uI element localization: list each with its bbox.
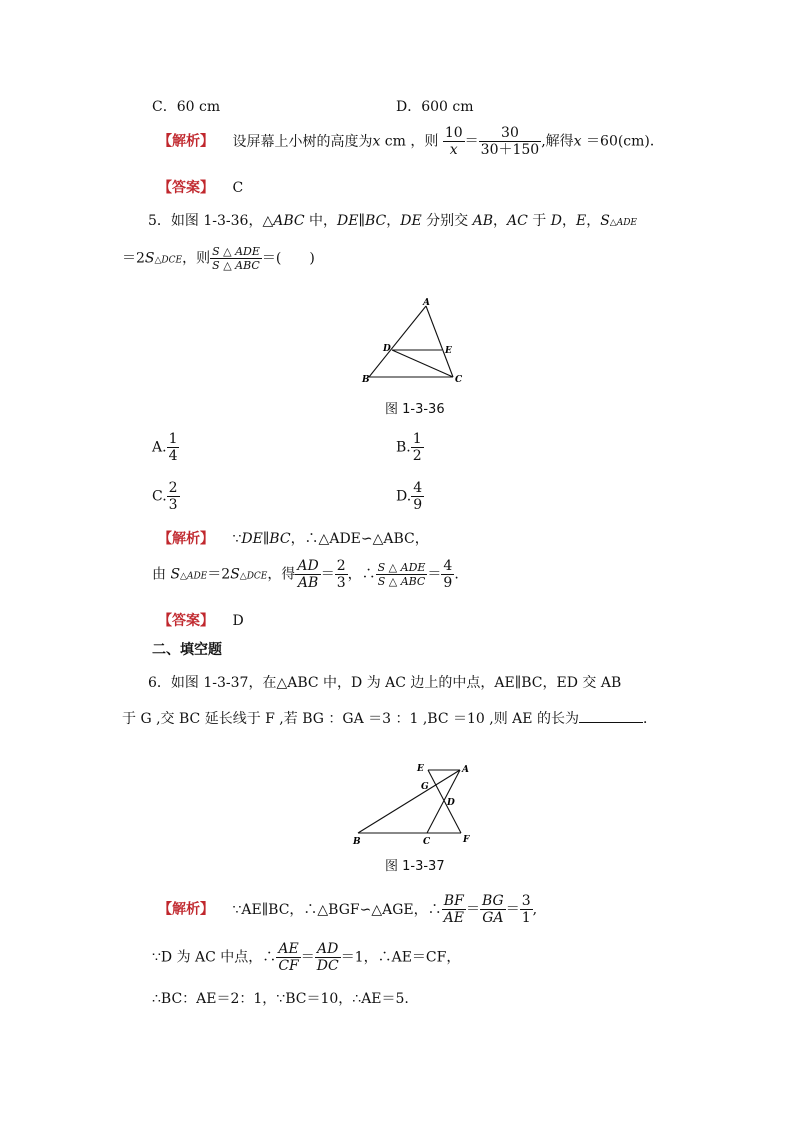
fraction-3-1 <box>520 894 533 925</box>
var-s: S <box>230 566 240 583</box>
frac-num: AD <box>315 942 341 958</box>
label-d: D <box>383 344 391 354</box>
q5-answer <box>158 614 244 628</box>
stem-text: ＝2 <box>122 250 145 267</box>
var-de: DE <box>241 531 263 547</box>
q4-analysis <box>158 126 664 157</box>
q5-stem-line1 <box>148 214 637 228</box>
var-e: E <box>575 213 587 229</box>
stem-text: ，则 <box>182 250 211 267</box>
equals: ＝ <box>300 949 315 966</box>
frac-num: 1 <box>168 431 178 447</box>
option-d <box>396 481 424 512</box>
q6-analysis-line3: ∴BC：AE＝2：1，∵BC＝10，∴AE＝5. <box>152 991 409 1007</box>
var-ac: AC <box>507 213 528 229</box>
frac-num: S △ ADE <box>212 245 260 258</box>
var-s: S <box>600 213 610 229</box>
stem-text: 5．如图 1-3-36，△ <box>148 213 274 229</box>
figure-1-3-37 <box>350 760 480 850</box>
label-b: B <box>353 837 361 847</box>
figure-caption-37: 图 1-3-37 <box>385 859 445 874</box>
text: ，∴△ADE∽△ABC， <box>290 531 429 547</box>
stem-text: ＝( ) <box>261 250 315 267</box>
var-de: DE <box>337 213 359 229</box>
option-label: B. <box>396 439 411 456</box>
q4-answer <box>158 181 243 195</box>
var-d: D <box>550 213 562 229</box>
frac-num: BF <box>442 894 466 910</box>
frac-den: 2 <box>412 448 422 464</box>
fraction-ae-cf <box>276 942 300 973</box>
frac-num: 10 <box>444 125 463 141</box>
frac-den: AB <box>297 575 319 591</box>
label-a: A <box>462 765 469 775</box>
frac-num: 2 <box>168 480 178 496</box>
frac-den: AE <box>443 910 464 926</box>
label-g: G <box>421 782 429 792</box>
text: , <box>532 901 538 918</box>
subscript: △ADE <box>609 218 638 228</box>
parallel-symbol: ∥ <box>358 213 365 229</box>
frac-den: S △ ABC <box>212 259 260 272</box>
frac-den: GA <box>482 910 504 926</box>
solve-text: ,解得 <box>541 133 574 150</box>
text: ＝1，∴AE＝CF， <box>340 949 461 966</box>
var-s: S <box>144 250 155 267</box>
var-x: x <box>372 133 381 150</box>
analysis-tag: 【解析】 <box>158 133 214 150</box>
solve-result: ＝60(cm)． <box>586 133 664 150</box>
option-fraction <box>167 481 180 512</box>
option-label: A. <box>152 439 167 456</box>
option-b <box>396 432 424 463</box>
equals: ＝ <box>505 901 520 918</box>
option-fraction <box>411 481 424 512</box>
label-b: B <box>362 375 370 385</box>
fraction-ad-dc <box>315 942 341 973</box>
text: ，∴ <box>347 566 376 583</box>
label-c: C <box>423 837 431 847</box>
text: . <box>454 566 459 583</box>
frac-num: AD <box>297 558 319 574</box>
frac-den: CF <box>278 958 299 974</box>
analysis-text: 设屏幕上小树的高度为 <box>232 133 373 150</box>
text: 由 <box>152 566 171 583</box>
frac-num: 1 <box>412 431 422 447</box>
label-e: E <box>417 764 424 774</box>
stem-text: ， <box>493 213 507 229</box>
answer-tag: 【答案】 <box>158 180 214 196</box>
stem-text: ， <box>586 213 601 229</box>
q5-analysis-line1 <box>158 532 429 546</box>
analysis-tag: 【解析】 <box>158 901 214 918</box>
unit-text: cm ，则 <box>380 133 439 150</box>
frac-den: 3 <box>336 575 346 591</box>
subscript: △ADE <box>180 571 208 582</box>
label-c: C <box>455 375 463 385</box>
q5-stem-line2 <box>122 246 315 271</box>
frac-den: 30＋150 <box>480 142 540 158</box>
text: ∵ <box>232 531 242 547</box>
frac-den: 4 <box>168 448 178 464</box>
fraction-4-9 <box>441 559 454 590</box>
answer-blank <box>579 710 643 723</box>
var-s: S <box>170 566 181 583</box>
equals: ＝ <box>464 133 479 150</box>
frac-den: 9 <box>443 575 453 591</box>
equals: ＝ <box>465 901 480 918</box>
figure-1-3-36 <box>355 296 475 386</box>
option-label: D. <box>396 488 412 505</box>
subscript: △DCE <box>239 571 268 582</box>
frac-num: 30 <box>479 126 542 142</box>
frac-num: 3 <box>521 893 531 909</box>
answer-tag: 【答案】 <box>158 613 214 629</box>
fraction-bf-ae <box>442 894 466 925</box>
option-a <box>152 432 179 463</box>
fraction-30 <box>479 126 542 157</box>
option-label: C. <box>152 488 167 505</box>
text: ∵D 为 AC 中点，∴ <box>152 949 277 966</box>
subscript: △DCE <box>154 255 183 266</box>
frac-num: AE <box>276 942 300 958</box>
frac-num: BG <box>481 893 504 909</box>
var-bc: BC <box>364 213 387 229</box>
option-c: C．60 cm <box>152 99 221 115</box>
frac-num: 4 <box>443 558 453 574</box>
var-bc: BC <box>269 531 291 547</box>
var-x: x <box>573 133 582 150</box>
fraction-area-ratio <box>376 562 428 587</box>
frac-den: 3 <box>168 497 178 513</box>
q6-stem-line1: 6．如图 1-3-37，在△ABC 中，D 为 AC 边上的中点，AE∥BC，ED 交 AB <box>148 675 622 691</box>
text: ∵AE∥BC，∴△BGF∽△AGE，∴ <box>232 901 442 918</box>
q6-analysis-line2 <box>152 942 460 973</box>
edge-ac <box>427 770 460 833</box>
text: ，得 <box>267 566 296 583</box>
label-a: A <box>423 298 430 308</box>
label-f: F <box>463 835 470 845</box>
stem-text: 于 G ,交 BC 延长线于 F ,若 BG ：GA ＝3 ：1 ,BC ＝10 ,则 AE 的长为 <box>122 711 579 727</box>
equals: ＝ <box>320 566 335 583</box>
parallel-symbol: ∥ <box>262 531 270 547</box>
frac-den: x <box>449 142 458 158</box>
section-heading: 二、填空题 <box>152 642 222 658</box>
label-d: D <box>447 798 455 808</box>
stem-text: ． <box>642 711 657 727</box>
stem-text: ， <box>561 213 576 229</box>
q5-analysis-line2 <box>152 559 459 590</box>
answer-value: D <box>232 613 244 629</box>
fraction-2-3 <box>335 559 348 590</box>
label-e: E <box>445 346 452 356</box>
fraction-ad-ab <box>295 559 320 590</box>
option-fraction <box>411 432 424 463</box>
stem-text: 于 <box>527 213 551 229</box>
frac-num: 2 <box>336 558 346 574</box>
var-ab: AB <box>472 213 493 229</box>
analysis-tag: 【解析】 <box>158 531 214 547</box>
text: ＝2 <box>207 566 231 583</box>
stem-text: 分别交 <box>421 213 473 229</box>
option-c <box>152 481 180 512</box>
frac-num: S △ ADE <box>377 561 426 574</box>
q6-analysis-line1 <box>158 894 537 925</box>
frac-den: 1 <box>521 910 531 926</box>
fraction-bg-ga <box>480 894 506 925</box>
frac-den: DC <box>316 958 339 974</box>
stem-text: ， <box>386 213 401 229</box>
figure-caption-36: 图 1-3-36 <box>385 402 445 417</box>
option-fraction <box>167 432 180 463</box>
option-d: D．600 cm <box>396 99 474 115</box>
equals: ＝ <box>427 566 442 583</box>
var-de: DE <box>400 213 422 229</box>
answer-value: C <box>232 180 244 196</box>
frac-den: S △ ABC <box>377 575 426 588</box>
fraction-area-ratio <box>210 246 262 271</box>
edge-ab <box>369 306 426 377</box>
fraction-10-x <box>443 126 465 157</box>
frac-num: 4 <box>413 480 423 496</box>
frac-den: 9 <box>413 497 423 513</box>
stem-text: 中， <box>304 213 338 229</box>
var-abc: ABC <box>273 213 305 229</box>
q6-stem-line2 <box>122 710 657 726</box>
